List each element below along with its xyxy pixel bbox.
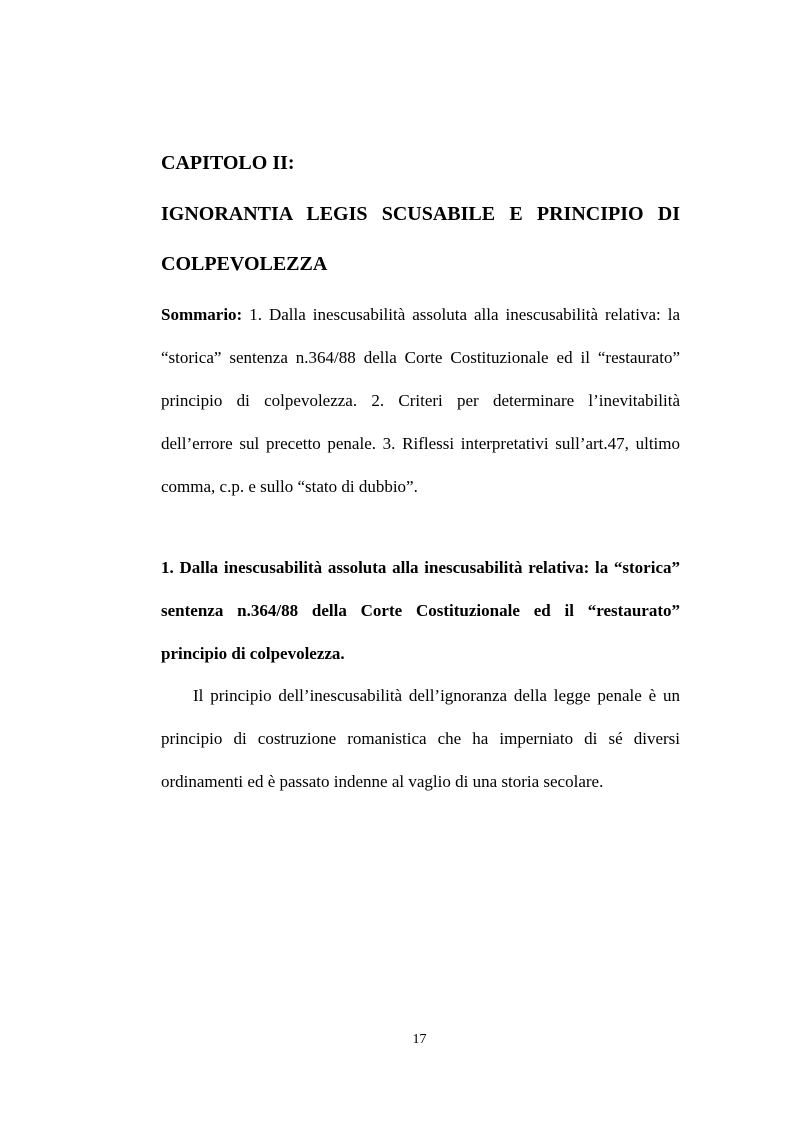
- body-paragraph: Il principio dell’inescusabilità dell’ignoranza della legge penale è un principio di costruzione romanistica che ha imperniato di sé diversi ordinamenti ed è passato indenne al vaglio di una storia secolare.: [161, 686, 680, 791]
- chapter-title-line-2: COLPEVOLEZZA: [161, 253, 328, 275]
- summary-lead: Sommario:: [161, 305, 243, 324]
- chapter-title-line-1: IGNORANTIA LEGIS SCUSABILE E PRINCIPIO DI: [161, 203, 680, 225]
- page-number: 17: [412, 1032, 427, 1047]
- section-heading: 1. Dalla inescusabilità assoluta alla inescusabilità relativa: la “storica” sentenza n.364/88 della Corte Costituzionale ed il “restaurato” principio di colpevolezza.: [161, 558, 680, 663]
- chapter-summary: [161, 293, 680, 508]
- summary-text: 1. Dalla inescusabilità assoluta alla inescusabilità relativa: la “storica” sentenza n.364/88 della Corte Costituzionale ed il “restaurato” principio di colpevolezza. 2. Criteri per determinare l’inevitabilità dell’errore sul precetto penale. 3. Riflessi interpretativi sull’art.47, ultimo comma, c.p. e sullo “stato di dubbio”.: [161, 305, 680, 496]
- chapter-label: CAPITOLO II:: [161, 152, 295, 174]
